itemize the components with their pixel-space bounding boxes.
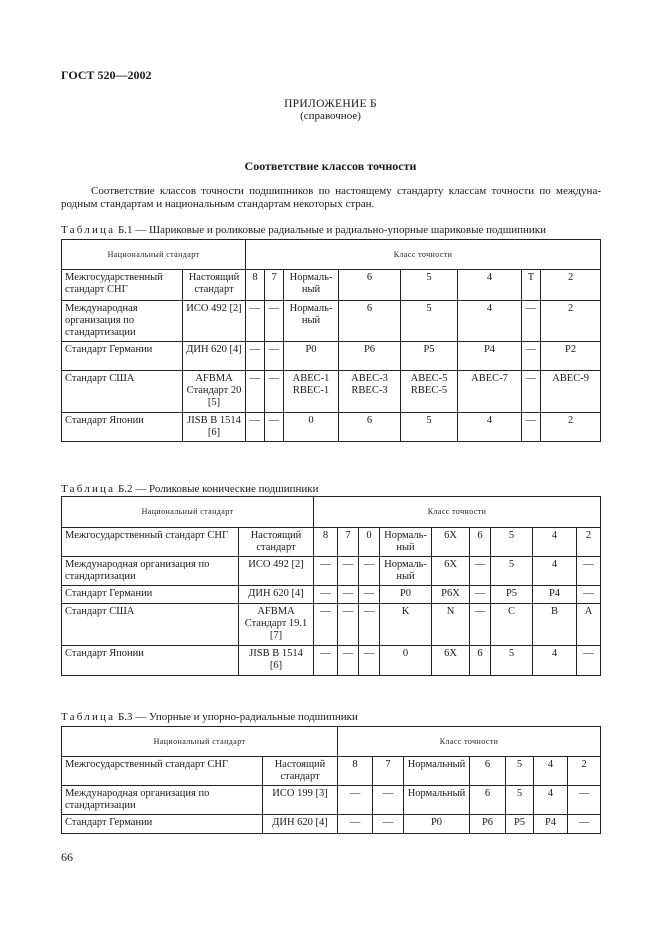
class-cell: — — [522, 371, 541, 413]
class-cell: — — [470, 586, 491, 604]
class-cell: — — [577, 646, 601, 676]
class-cell: Нормальный — [404, 786, 470, 815]
class-cell: 6X — [432, 557, 470, 586]
class-cell: ABEC-5 RBEC-5 — [401, 371, 458, 413]
standard-cell: ИСО 199 [3] — [263, 786, 338, 815]
class-cell: 5 — [401, 413, 458, 442]
organization-cell: Стандарт Германии — [62, 586, 239, 604]
class-cell: 7 — [265, 270, 284, 301]
standard-cell: ДИН 620 [4] — [263, 815, 338, 834]
class-cell: — — [314, 557, 338, 586]
class-cell: P5 — [491, 586, 533, 604]
class-cell: — — [265, 301, 284, 342]
class-cell: P0 — [284, 342, 339, 371]
class-cell: — — [568, 786, 601, 815]
class-cell: 6 — [470, 528, 491, 557]
class-cell: 0 — [359, 528, 380, 557]
organization-cell: Международная организация по стандартизации — [62, 301, 183, 342]
class-cell: ABEC-1 RBEC-1 — [284, 371, 339, 413]
class-cell: 8 — [338, 757, 373, 786]
class-cell: P4 — [533, 586, 577, 604]
table-row — [62, 301, 601, 342]
standard-cell: ДИН 620 [4] — [183, 342, 246, 371]
class-cell: P0 — [404, 815, 470, 834]
table-row — [62, 786, 601, 815]
class-cell: P5 — [506, 815, 534, 834]
class-cell: — — [314, 646, 338, 676]
class-cell: 7 — [338, 528, 359, 557]
class-cell: 8 — [246, 270, 265, 301]
class-cell: ABEC-9 — [541, 371, 601, 413]
class-cell: — — [359, 557, 380, 586]
class-cell: 6 — [470, 757, 506, 786]
caption-text: Б.1 — Шариковые и роликовые радиальные и радиально-упорные шариковые подшипники — [115, 224, 547, 236]
class-cell: 8 — [314, 528, 338, 557]
table-row — [62, 413, 601, 442]
class-cell: — — [338, 815, 373, 834]
class-cell: ABEC-3 RBEC-3 — [339, 371, 401, 413]
class-cell: 6 — [470, 786, 506, 815]
table-b1-caption — [61, 224, 546, 236]
table-b2 — [61, 496, 601, 676]
organization-cell: Стандарт Германии — [62, 342, 183, 371]
organization-cell: Межгосударственный стандарт СНГ — [62, 757, 263, 786]
class-cell: C — [491, 604, 533, 646]
class-cell: ABEC-7 — [458, 371, 522, 413]
class-cell: — — [314, 586, 338, 604]
standard-cell: Настоящий стандарт — [239, 528, 314, 557]
organization-cell: Стандарт США — [62, 604, 239, 646]
table-b3 — [61, 726, 601, 834]
class-cell: A — [577, 604, 601, 646]
page-number: 66 — [61, 850, 73, 864]
table-row — [62, 270, 601, 301]
table-header-row — [62, 727, 601, 757]
class-cell: — — [246, 371, 265, 413]
table-row — [62, 342, 601, 371]
class-cell: 6 — [339, 301, 401, 342]
document-code: ГОСТ 520—2002 — [61, 68, 152, 82]
table-header-row — [62, 240, 601, 270]
class-cell: — — [359, 586, 380, 604]
caption-label: Таблица — [61, 711, 116, 723]
class-cell: 2 — [541, 413, 601, 442]
class-cell: — — [338, 646, 359, 676]
class-cell: 4 — [458, 270, 522, 301]
class-cell: — — [522, 301, 541, 342]
table-row — [62, 586, 601, 604]
class-cell: Нормаль-ный — [284, 301, 339, 342]
class-cell: — — [338, 786, 373, 815]
class-cell: P6 — [470, 815, 506, 834]
class-cell: — — [359, 604, 380, 646]
class-cell: 2 — [541, 301, 601, 342]
class-cell: 5 — [506, 786, 534, 815]
class-cell: — — [522, 342, 541, 371]
class-cell: P4 — [534, 815, 568, 834]
class-cell: 6 — [339, 270, 401, 301]
standard-cell: ИСО 492 [2] — [239, 557, 314, 586]
class-cell: 6 — [470, 646, 491, 676]
organization-cell: Межгосударственный стандарт СНГ — [62, 270, 183, 301]
class-cell: N — [432, 604, 470, 646]
standard-cell: ДИН 620 [4] — [239, 586, 314, 604]
table-row — [62, 371, 601, 413]
class-cell: 5 — [491, 528, 533, 557]
section-title: Соответствие классов точности — [244, 159, 417, 173]
class-cell: — — [577, 557, 601, 586]
table-b3-caption — [61, 711, 358, 723]
class-cell: K — [380, 604, 432, 646]
class-cell: — — [246, 301, 265, 342]
organization-cell: Стандарт Японии — [62, 646, 239, 676]
standard-cell: AFBMA Стандарт 19.1 [7] — [239, 604, 314, 646]
class-cell: — — [577, 586, 601, 604]
organization-cell: Межгосударственный стандарт СНГ — [62, 528, 239, 557]
class-cell: — — [265, 371, 284, 413]
class-cell: — — [359, 646, 380, 676]
table-row — [62, 757, 601, 786]
class-cell: Нормальный — [404, 757, 470, 786]
class-cell: — — [373, 815, 404, 834]
class-cell: — — [470, 557, 491, 586]
class-cell: — — [265, 342, 284, 371]
header-national-standard: Национальный стандарт — [62, 240, 246, 270]
organization-cell: Стандарт Японии — [62, 413, 183, 442]
class-cell: 5 — [401, 270, 458, 301]
class-cell: 0 — [380, 646, 432, 676]
class-cell: 4 — [534, 757, 568, 786]
caption-text: Б.2 — Роликовые конические подшипники — [115, 483, 319, 495]
class-cell: 5 — [506, 757, 534, 786]
class-cell: P6 — [339, 342, 401, 371]
class-cell: — — [265, 413, 284, 442]
standard-cell: AFBMA Стандарт 20 [5] — [183, 371, 246, 413]
organization-cell: Стандарт США — [62, 371, 183, 413]
class-cell: 4 — [533, 646, 577, 676]
class-cell: 4 — [533, 528, 577, 557]
class-cell: 4 — [458, 301, 522, 342]
table-row — [62, 528, 601, 557]
class-cell: Т — [522, 270, 541, 301]
class-cell: 6X — [432, 528, 470, 557]
class-cell: 5 — [491, 646, 533, 676]
appendix-subtitle: (справочное) — [300, 110, 361, 122]
class-cell: — — [373, 786, 404, 815]
class-cell: 2 — [568, 757, 601, 786]
table-b2-caption — [61, 483, 319, 495]
class-cell: — — [470, 604, 491, 646]
class-cell: Нормаль-ный — [284, 270, 339, 301]
class-cell: 5 — [401, 301, 458, 342]
class-cell: 6X — [432, 646, 470, 676]
intro-paragraph: Соответствие классов точности подшипников по настоящему стандарту классам точности по междуна-родным стандартам и национальным стандартам некоторых стран. — [61, 185, 601, 210]
header-national-standard: Национальный стандарт — [62, 497, 314, 528]
standard-cell: JISB B 1514 [6] — [183, 413, 246, 442]
class-cell: P5 — [401, 342, 458, 371]
header-national-standard: Национальный стандарт — [62, 727, 338, 757]
appendix-title: ПРИЛОЖЕНИЕ Б — [284, 98, 377, 110]
organization-cell: Международная организация по стандартизации — [62, 557, 239, 586]
class-cell: 0 — [284, 413, 339, 442]
caption-label: Таблица — [61, 224, 116, 236]
class-cell: Нормаль-ный — [380, 557, 432, 586]
class-cell: — — [338, 604, 359, 646]
organization-cell: Стандарт Германии — [62, 815, 263, 834]
class-cell: — — [246, 413, 265, 442]
class-cell: P2 — [541, 342, 601, 371]
table-row — [62, 646, 601, 676]
class-cell: — — [246, 342, 265, 371]
class-cell: 4 — [458, 413, 522, 442]
caption-label: Таблица — [61, 483, 116, 495]
table-row — [62, 557, 601, 586]
header-accuracy-class: Класс точности — [246, 240, 601, 270]
class-cell: P6X — [432, 586, 470, 604]
class-cell: — — [568, 815, 601, 834]
table-row — [62, 604, 601, 646]
class-cell: — — [338, 586, 359, 604]
standard-cell: JISB B 1514 [6] — [239, 646, 314, 676]
class-cell: — — [522, 413, 541, 442]
table-b1 — [61, 239, 601, 442]
standard-cell: Настоящий стандарт — [183, 270, 246, 301]
class-cell: 4 — [533, 557, 577, 586]
organization-cell: Международная организация по стандартизации — [62, 786, 263, 815]
class-cell: P4 — [458, 342, 522, 371]
table-header-row — [62, 497, 601, 528]
class-cell: 2 — [541, 270, 601, 301]
standard-cell: Настоящий стандарт — [263, 757, 338, 786]
class-cell: 5 — [491, 557, 533, 586]
header-accuracy-class: Класс точности — [338, 727, 601, 757]
standard-cell: ИСО 492 [2] — [183, 301, 246, 342]
class-cell: — — [338, 557, 359, 586]
table-row — [62, 815, 601, 834]
class-cell: 2 — [577, 528, 601, 557]
class-cell: — — [314, 604, 338, 646]
header-accuracy-class: Класс точности — [314, 497, 601, 528]
class-cell: 7 — [373, 757, 404, 786]
caption-text: Б.3 — Упорные и упорно-радиальные подшипники — [115, 711, 358, 723]
class-cell: P0 — [380, 586, 432, 604]
class-cell: Нормаль-ный — [380, 528, 432, 557]
class-cell: B — [533, 604, 577, 646]
class-cell: 4 — [534, 786, 568, 815]
class-cell: 6 — [339, 413, 401, 442]
